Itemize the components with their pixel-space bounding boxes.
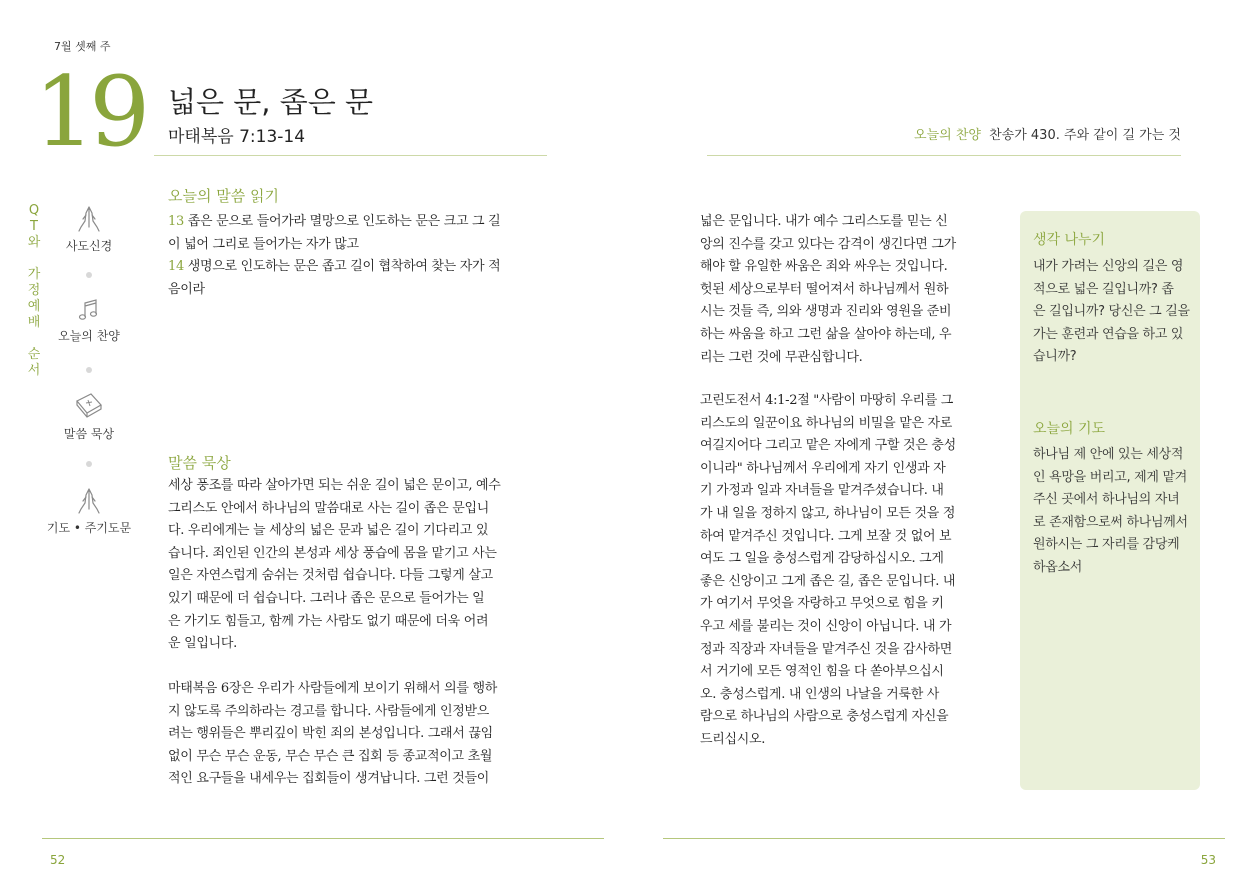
share-heading: 생각 나누기 xyxy=(1033,232,1106,248)
scripture-text xyxy=(168,211,500,301)
vertical-char: 와 xyxy=(27,235,41,250)
page-number-left: 52 xyxy=(50,853,66,867)
step-divider-dot xyxy=(86,272,92,278)
step-apostles-creed xyxy=(39,205,139,254)
text-line: 원하시는 그 자리를 감당케 xyxy=(1033,537,1180,553)
text-line: 지 않도록 주의하라는 경고를 합니다. 사람들에게 인정받으 xyxy=(168,703,490,719)
verse-number: 14 xyxy=(168,259,184,275)
hymn-label: 오늘의 찬양 xyxy=(914,128,981,143)
meditation-paragraph-1 xyxy=(168,475,501,656)
verse-line: 14 생명으로 인도하는 문은 좁고 길이 협착하여 찾는 자가 적 xyxy=(168,259,501,275)
text-line: 은 가기도 힘들고, 함께 가는 사람도 없기 때문에 더욱 어려 xyxy=(168,613,489,629)
continued-paragraph-1 xyxy=(700,211,956,369)
reflection-sidebar xyxy=(1020,211,1200,790)
verse-number: 13 xyxy=(168,214,184,229)
page-title: 넓은 문, 좁은 문 xyxy=(168,85,373,119)
music-note-icon xyxy=(74,297,104,323)
step-divider-dot xyxy=(86,367,92,373)
text-line: 습니다. 죄인된 인간의 본성과 세상 풍습에 몸을 맡기고 사는 xyxy=(168,545,497,561)
footer-divider-right xyxy=(663,838,1225,839)
text-line: 인 욕망을 버리고, 제게 맡겨 xyxy=(1033,469,1187,485)
step-label: 오늘의 찬양 xyxy=(58,329,120,343)
footer-divider-left xyxy=(42,838,604,839)
text-line: 드리십시오. xyxy=(700,731,766,747)
step-word-meditation xyxy=(39,391,139,442)
text-line: 람으로 하나님의 사람으로 충성스럽게 자신을 xyxy=(700,709,949,725)
continued-paragraph-2 xyxy=(700,390,956,752)
text-line: 하여 맡겨주신 것입니다. 그게 보잘 것 없어 보 xyxy=(700,528,952,544)
prayer-heading: 오늘의 기도 xyxy=(1033,421,1106,437)
vertical-char: Q xyxy=(28,203,40,218)
praying-hands-icon xyxy=(74,487,104,515)
praying-hands-icon xyxy=(74,205,104,233)
text-line: 주신 곳에서 하나님의 자녀 xyxy=(1033,492,1180,508)
step-label: 기도 • 주기도문 xyxy=(46,521,132,535)
text-line: 여도 그 일을 충성스럽게 감당하십시오. 그게 xyxy=(700,551,944,567)
vertical-char: 가 xyxy=(27,267,41,282)
text-line: 리는 그런 것에 무관심합니다. xyxy=(700,349,863,365)
meditation-heading: 말씀 묵상 xyxy=(168,454,231,472)
vertical-char: 서 xyxy=(27,363,41,378)
text-line: 헛된 세상으로부터 떨어져서 하나님께서 원하 xyxy=(700,281,949,297)
hymn-title: 찬송가 430. 주와 같이 길 가는 것 xyxy=(989,128,1181,143)
text-line: 우고 세를 불리는 것이 신앙이 아닙니다. 내 가 xyxy=(700,618,952,634)
header-divider-left xyxy=(154,155,547,156)
verse-line: 이 넓어 그리로 들어가는 자가 많고 xyxy=(168,236,359,252)
verse-line: 음이라 xyxy=(168,281,205,297)
hymn-line xyxy=(905,124,1181,143)
text-line: 가 여기서 무엇을 자랑하고 무엇으로 힘을 키 xyxy=(700,596,944,612)
vertical-char: T xyxy=(30,219,38,234)
header-divider-right xyxy=(707,155,1181,156)
text-line: 운 일입니다. xyxy=(168,636,237,652)
text-line: 로 존재함으로써 하나님께서 xyxy=(1033,514,1188,530)
vertical-char: 순 xyxy=(27,347,41,362)
text-line: 일은 자연스럽게 숨쉬는 것처럼 쉽습니다. 다들 그렇게 살고 xyxy=(168,568,493,584)
text-line: 하옵소서 xyxy=(1033,559,1083,575)
text-line: 세상 풍조를 따라 살아가면 되는 쉬운 길이 넓은 문이고, 예수 xyxy=(168,478,501,493)
text-line: 이니라" 하나님께서 우리에게 자기 인생과 자 xyxy=(700,460,946,476)
verse-line: 13 좁은 문으로 들어가라 멸망으로 인도하는 문은 크고 그 길 xyxy=(168,214,501,229)
text-line: 가 내 일을 정하지 않고, 하나님이 모든 것을 정 xyxy=(700,505,956,521)
text-line: 해야 할 유일한 싸움은 죄와 싸우는 것입니다. xyxy=(700,259,948,275)
prayer-text xyxy=(1033,444,1188,580)
vertical-char: 배 xyxy=(27,315,41,330)
text-line: 적인 요구들을 내세우는 집회들이 생겨납니다. 그런 것들이 xyxy=(168,771,490,787)
text-line: 고린도전서 4:1-2절 "사람이 마땅히 우리를 그 xyxy=(700,393,954,408)
text-line: 습니까? xyxy=(1033,349,1077,365)
step-todays-hymn xyxy=(39,297,139,344)
text-line: 서 거기에 모든 영적인 힘을 다 쏟아부으십시 xyxy=(700,664,944,680)
share-text xyxy=(1033,256,1190,369)
text-line: 좋은 신앙이고 그게 좁은 길, 좁은 문입니다. 내 xyxy=(700,573,956,589)
text-line: 마태복음 6장은 우리가 사람들에게 보이기 위해서 의를 행하 xyxy=(168,681,497,696)
text-line: 하는 싸움을 하고 그런 삶을 살아야 하는데, 우 xyxy=(700,326,952,342)
page-number-right: 53 xyxy=(1200,853,1216,867)
text-line: 다. 우리에게는 늘 세상의 넓은 문과 넓은 길이 기다리고 있 xyxy=(168,523,489,539)
bible-icon xyxy=(73,391,105,421)
text-line: 가는 훈련과 연습을 하고 있 xyxy=(1033,326,1184,342)
day-number: 19 xyxy=(34,56,145,168)
text-line: 리스도의 일꾼이요 하나님의 비밀을 맡은 자로 xyxy=(700,415,953,431)
step-label: 말씀 묵상 xyxy=(63,427,115,441)
text-line: 그리스도 안에서 하나님의 말씀대로 사는 길이 좁은 문입니 xyxy=(168,500,490,516)
text-line: 여길지어다 그리고 맡은 자에게 구할 것은 충성 xyxy=(700,438,956,454)
text-line: 시는 것들 즉, 의와 생명과 진리와 영원을 준비 xyxy=(700,304,952,320)
text-line: 적으로 넓은 길입니까? 좁 xyxy=(1033,281,1174,297)
text-line: 있기 때문에 더 쉽습니다. 그러나 좁은 문으로 들어가는 일 xyxy=(168,590,485,606)
text-line: 오. 충성스럽게. 내 인생의 나날을 거룩한 사 xyxy=(700,686,940,702)
reading-heading: 오늘의 말씀 읽기 xyxy=(168,187,279,205)
vertical-char: 예 xyxy=(27,299,41,314)
text-line: 기 가정과 일과 자녀들을 맡겨주셨습니다. 내 xyxy=(700,483,944,499)
vertical-char: 정 xyxy=(27,283,41,298)
step-prayer xyxy=(39,487,139,536)
text-line: 없이 무슨 무슨 운동, 무슨 무슨 큰 집회 등 종교적이고 초월 xyxy=(168,748,493,764)
text-line: 은 길입니까? 당신은 그 길을 xyxy=(1033,304,1190,320)
text-line: 내가 가려는 신앙의 길은 영 xyxy=(1033,259,1184,274)
text-line: 앙의 진수를 갖고 있다는 감격이 생긴다면 그가 xyxy=(700,236,956,252)
step-label: 사도신경 xyxy=(65,239,113,253)
text-line: 넓은 문입니다. 내가 예수 그리스도를 믿는 신 xyxy=(700,214,948,229)
scripture-reference: 마태복음 7:13-14 xyxy=(168,127,306,147)
step-divider-dot xyxy=(86,461,92,467)
text-line: 려는 행위들은 뿌리깊이 박힌 죄의 본성입니다. 그래서 끊임 xyxy=(168,726,493,742)
week-label: 7월 셋째 주 xyxy=(54,40,111,53)
text-line: 정과 직장과 자녀들을 맡겨주신 것을 감사하면 xyxy=(700,641,953,657)
meditation-paragraph-2 xyxy=(168,678,497,791)
text-line: 하나님 제 안에 있는 세상적 xyxy=(1033,447,1184,462)
